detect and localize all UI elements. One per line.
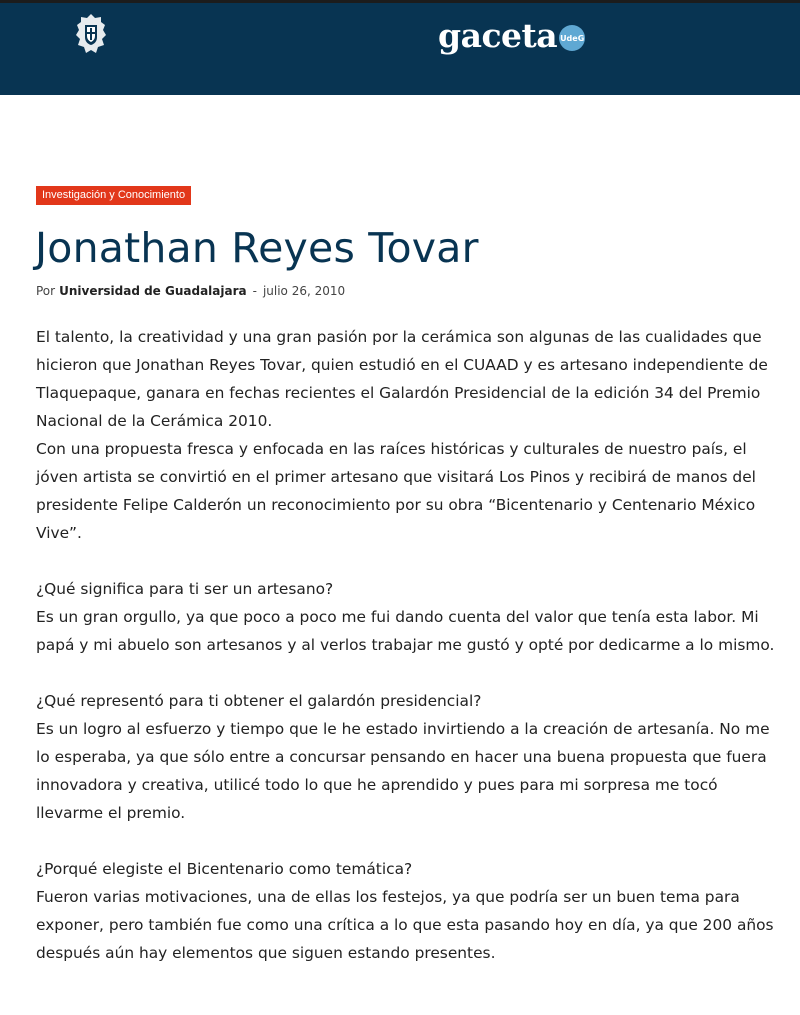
article-body (36, 323, 784, 967)
gaceta-logo[interactable] (438, 13, 585, 59)
article-byline (36, 282, 345, 300)
article-title: Jonathan Reyes Tovar (35, 224, 479, 272)
article-paragraph: El talento, la creatividad y una gran pasión por la cerámica son algunas de las cualidades que hicieron que Jonathan Reyes Tovar, quien estudió en el CUAAD y es artesano independiente de Tlaquepaque, ganara en fechas recientes el Galardón Presidencial de la edición 34 del Premio Nacional de la Cerámica 2010. (36, 328, 768, 430)
university-crest-icon[interactable] (74, 13, 108, 55)
interview-question: ¿Qué significa para ti ser un artesano? (36, 580, 334, 598)
paragraph-gap (36, 547, 784, 575)
interview-question: ¿Qué representó para ti obtener el galardón presidencial? (36, 692, 482, 710)
interview-question: ¿Porqué elegiste el Bicentenario como temática? (36, 860, 413, 878)
byline-separator: - (252, 284, 257, 298)
interview-answer: Es un gran orgullo, ya que poco a poco me fui dando cuenta del valor que tenía esta labor. Mi papá y mi abuelo son artesanos y al verlos trabajar me gustó y opté por dedicarme a lo mismo. (36, 608, 775, 654)
logo-badge: UdeG (559, 25, 585, 51)
paragraph-gap (36, 659, 784, 687)
paragraph-gap (36, 827, 784, 855)
category-tag[interactable]: Investigación y Conocimiento (36, 186, 191, 205)
article-paragraph: Con una propuesta fresca y enfocada en las raíces históricas y culturales de nuestro país, el jóven artista se convirtió en el primer artesano que visitará Los Pinos y recibirá de manos del presidente Felipe Calderón un reconocimiento por su obra “Bicentenario y Centenario México Vive”. (36, 440, 756, 542)
byline-prefix: Por (36, 284, 56, 298)
logo-text: gaceta (438, 16, 558, 55)
site-header (0, 0, 800, 95)
interview-answer: Fueron varias motivaciones, una de ellas los festejos, ya que podría ser un buen tema para exponer, pero también fue como una crítica a lo que esta pasando hoy en día, ya que 200 años después aún hay elementos que siguen estando presentes. (36, 888, 774, 962)
interview-answer: Es un logro al esfuerzo y tiempo que le he estado invirtiendo a la creación de artesanía. No me lo esperaba, ya que sólo entre a concursar pensando en hacer una buena propuesta que fuera innovadora y creativa, utilicé todo lo que he aprendido y pues para mi sorpresa me tocó llevarme el premio. (36, 720, 770, 822)
article-date: julio 26, 2010 (262, 284, 346, 298)
author-link[interactable]: Universidad de Guadalajara (59, 284, 247, 298)
